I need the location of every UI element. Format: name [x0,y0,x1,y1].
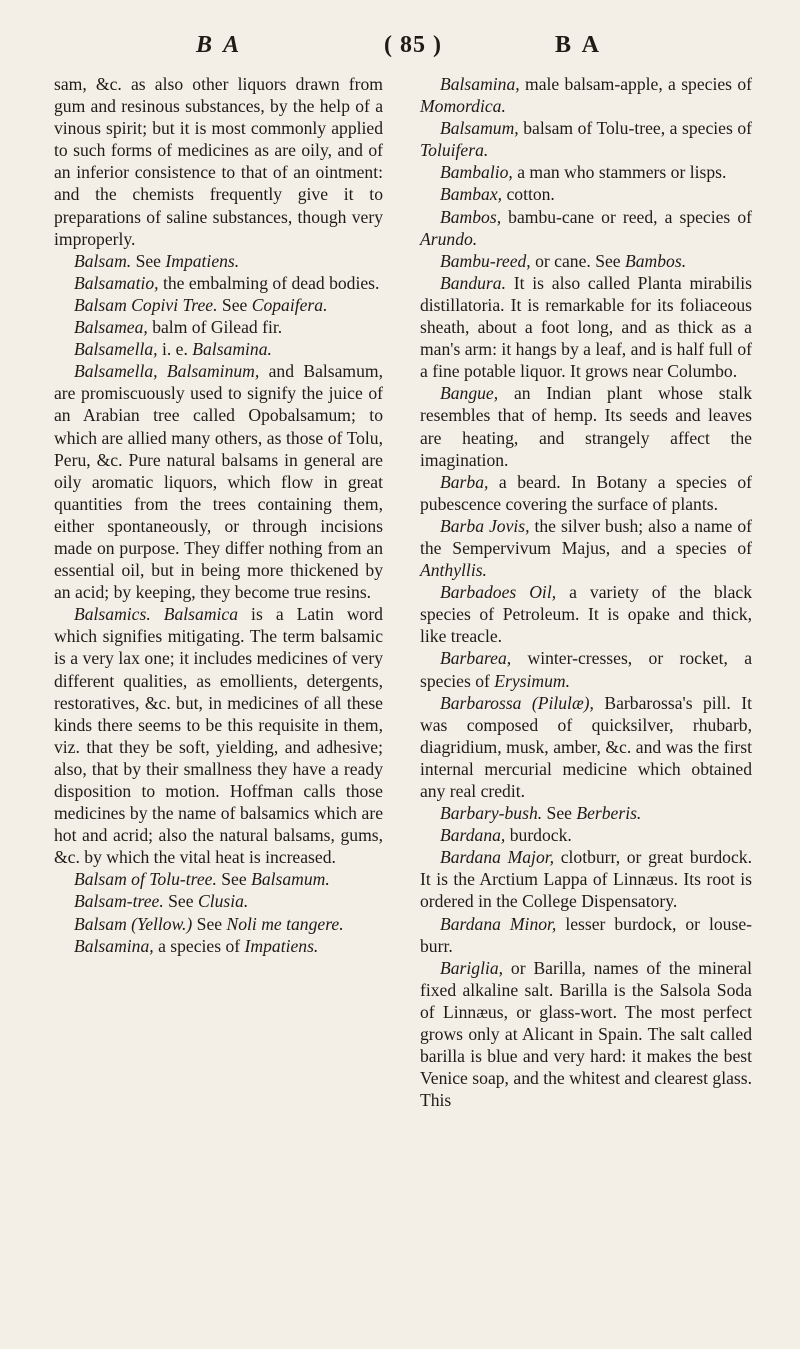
entry-headword: Balsamina, [74,935,154,956]
dictionary-entry [420,272,752,382]
entry-cross-reference: Berberis. [576,803,642,824]
entry-headword: Balsam-tree. [74,891,164,912]
header-left: B A [196,32,243,58]
entry-definition: See [192,913,227,934]
entry-definition: See [163,891,198,912]
dictionary-entry [420,161,752,183]
entry-definition: sam, &c. as also other liquors drawn from gum and resinous substances, by the help of a vinous spirit; but it is most commonly applied to such forms of medicines as are oily, and of an inferior consistence to that of an ointment: and the chemists frequently give it to preparations of saline substances, though very improperly. [54,74,383,249]
entry-headword: Balsam Copivi Tree. [74,294,218,315]
header-right: B A [555,32,603,58]
entry-definition: a beard. In Botany a species of pubescence covering the surface of plants. [420,471,752,514]
dictionary-entry [54,603,383,868]
entry-headword: Barbarea, [440,648,512,669]
entry-definition: See [542,803,577,824]
dictionary-entry [420,846,752,912]
entry-definition: balm of Gilead fir. [147,317,283,338]
entry-definition: or cane. See [530,250,625,271]
dictionary-entry [54,294,383,316]
entry-headword: Barbadoes Oil, [440,582,557,603]
dictionary-entry [420,515,752,581]
entry-definition: cotton. [502,184,555,205]
entry-definition: Barbarossa's pill. It was composed of quicksilver, rhubarb, diagridium, musk, amber, &c. and was the first internal mercurial medicine which obtained any real credit. [420,692,752,801]
entry-headword: Barba Jovis, [440,515,530,536]
dictionary-entry [54,250,383,272]
dictionary-entry [420,692,752,802]
dictionary-entry [420,183,752,205]
dictionary-entry [420,647,752,691]
entry-definition: and Balsamum, are promiscuously used to signify the juice of an Arabian tree called Opobalsamum; to which are allied many others, as those of Tolu, Peru, &c. Pure natural balsams in general are oily aromatic liquors, which flow in great quantities from the trees containing them, either spontaneously, or through incisions made on purpose. They differ nothing from an essential oil, but in being more thickened by an acid; by keeping, they become true resins. [54,361,383,603]
dictionary-entry [420,206,752,250]
entry-headword: Balsamella, Balsaminum, [74,361,260,382]
dictionary-entry [420,382,752,470]
entry-definition: i. e. [157,339,193,360]
entry-cross-reference: Bambos. [625,250,687,271]
entry-cross-reference: Balsamum. [251,869,330,890]
entry-headword: Bariglia, [440,957,504,978]
page-number: ( 85 ) [384,32,442,58]
dictionary-entry [54,338,383,360]
dictionary-entry [54,360,383,603]
dictionary-entry [420,581,752,647]
entry-cross-reference: Momordica. [420,96,506,117]
dictionary-entry [420,117,752,161]
entry-definition: burdock. [505,825,572,846]
entry-headword: Bangue, [440,383,499,404]
entry-headword: Bardana, [440,825,506,846]
entry-headword: Balsamella, [74,339,158,360]
entry-cross-reference: Anthyllis. [420,560,487,581]
dictionary-entry [420,250,752,272]
entry-headword: Balsamics. Balsamica [74,604,239,625]
entry-headword: Bambu-reed, [440,250,531,271]
entry-definition: It is also called Planta mirabilis distillatoria. It is remarkable for its foliaceous sheath, about a foot long, and as thick as a man's arm: it hangs by a leaf, and is half full of a fine potable liquor. It grows near Columbo. [420,272,752,382]
dictionary-entry [54,73,383,250]
entry-definition: an Indian plant whose stalk resembles that of hemp. Its seeds and leaves are heating, and strangely affect the imagination. [420,383,752,470]
entry-headword: Bambalio, [440,162,513,183]
entry-headword: Balsamina, [440,74,520,94]
running-header [0,22,800,62]
dictionary-entry [54,913,383,935]
entry-cross-reference: Impatiens. [165,250,240,271]
entry-cross-reference: Impatiens. [244,935,319,956]
dictionary-entry [420,73,752,117]
dictionary-entry [420,471,752,515]
dictionary-entry [54,890,383,912]
entry-definition: is a Latin word which signifies mitigating. The term balsamic is a very lax one; it includes medicines of very different qualities, as emollients, detergents, restoratives, &c. but, in medicines of all these kinds there seems to be this requisite in them, viz. that they be soft, yielding, and adhesive; also, that by their smallness they have a ready disposition to motion. Hoffman calls those medicines by the name of balsamics which are hot and acrid; also the natural balsams, gums, &c. by which the vital heat is increased. [54,604,383,868]
entry-definition: See [216,869,252,890]
entry-definition: See [131,250,166,271]
entry-definition: lesser burdock, or louse-burr. [420,913,752,956]
dictionary-entry [54,868,383,890]
dictionary-entry [54,316,383,338]
right-column [420,73,752,1111]
entry-definition: the embalming of dead bodies. [158,272,380,293]
left-column [54,73,383,957]
entry-definition: or Barilla, names of the mineral fixed alkaline salt. Barilla is the Salsola Soda of Linnæus, or glass-wort. The most perfect grows only at Alicant in Spain. The salt called barilla is blue and very hard: it makes the best Venice soap, and the whitest and clearest glass. This [420,957,752,1111]
entry-definition: clotburr, or great burdock. It is the Arctium Lappa of Linnæus. Its root is ordered in the College Dispensatory. [420,847,752,912]
entry-definition: winter-cresses, or rocket, a species of [420,648,752,691]
entry-cross-reference: Noli me tangere. [226,913,344,934]
dictionary-entry [54,272,383,294]
entry-definition: the silver bush; also a name of the Sempervivum Majus, and a species of [420,515,752,558]
entry-definition: See [217,294,252,315]
entry-cross-reference: Clusia. [197,891,249,912]
entry-headword: Balsamatio, [74,272,159,293]
entry-cross-reference: Arundo. [420,228,478,249]
entry-cross-reference: Balsamina. [192,339,272,360]
entry-definition: a variety of the black species of Petroleum. It is opake and thick, like treacle. [420,582,752,647]
entry-cross-reference: Erysimum. [494,670,571,691]
entry-headword: Bardana Minor, [440,913,557,934]
entry-definition: a species of [153,935,245,956]
dictionary-entry [420,824,752,846]
entry-headword: Balsam of Tolu-tree. [74,869,217,890]
dictionary-entry [54,935,383,957]
entry-headword: Balsam (Yellow.) [74,913,193,934]
dictionary-entry [420,802,752,824]
entry-cross-reference: Toluifera. [420,140,489,161]
entry-headword: Barbary-bush. [440,803,543,824]
entry-cross-reference: Copaifera. [251,294,328,315]
entry-headword: Bambos, [440,206,502,227]
entry-headword: Bambax, [440,184,503,205]
entry-headword: Barba, [440,471,489,492]
entry-definition: balsam of Tolu-tree, a species of [518,118,752,139]
entry-headword: Bardana Major, [440,847,555,868]
entry-headword: Bandura. [440,272,506,293]
entry-headword: Barbarossa (Pilulæ), [440,692,594,713]
dictionary-entry [420,957,752,1112]
entry-definition: bambu-cane or reed, a species of [501,206,752,227]
entry-headword: Balsam. [74,250,132,271]
entry-headword: Balsamea, [74,317,148,338]
dictionary-entry [420,913,752,957]
entry-headword: Balsamum, [440,118,519,139]
entry-definition: male balsam-apple, a species of [519,74,752,94]
entry-definition: a man who stammers or lisps. [512,162,727,183]
